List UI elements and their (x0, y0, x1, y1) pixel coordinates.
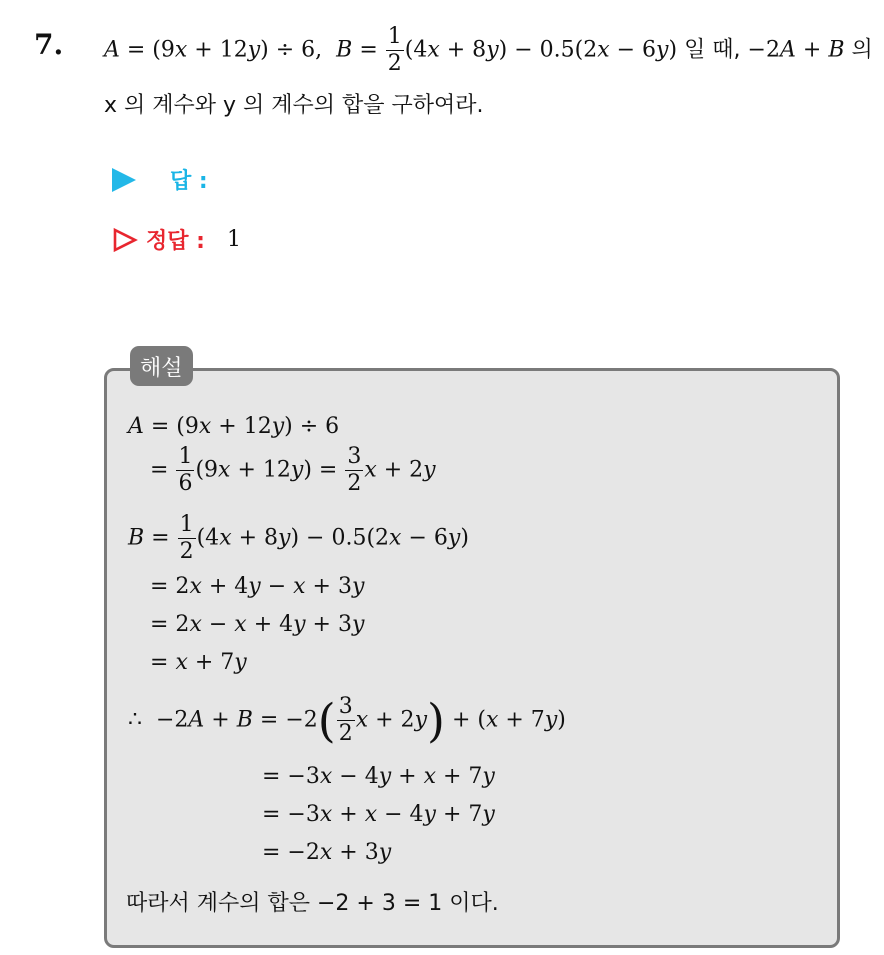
solution-step-c1: ∴ −2A + B = −2( $\frac{3}{2}$ x + 2y) + (x + 7y) (128, 693, 566, 748)
solution-step-c4: = −2x + 3y (262, 840, 392, 865)
solution-step-b2: = 2x + 4y − x + 3y (150, 574, 365, 599)
outline-triangle-icon (112, 227, 138, 253)
solution-conclusion: 따라서 계수의 합은 −2 + 3 = 1 이다. (126, 891, 499, 916)
solution-tag: 해설 (130, 346, 193, 386)
answer-label: 답 : (170, 169, 208, 194)
question-line-1: A = (9x + 12y) ÷ 6, B = $\frac{1}{2}$ (4x + 8y) − 0.5(2x − 6y) 일 때, −2A + B 의 (104, 24, 873, 76)
correct-value: 1 (226, 227, 241, 252)
solution-step-c2: = −3x − 4y + x + 7y (262, 764, 495, 789)
correct-row (112, 224, 241, 255)
solution-step-b1: B = $\frac{1}{2}$ (4x + 8y) − 0.5(2x − 6y) (128, 512, 469, 564)
solution-step-a2: = $\frac{1}{6}$ (9x + 12y) = $\frac{3}{2}$ x + 2y (150, 444, 436, 496)
solution-step-b4: = x + 7y (150, 650, 247, 675)
solution-step-c3: = −3x + x − 4y + 7y (262, 802, 495, 827)
question-number: 7. (34, 28, 64, 61)
question-line-2: x 의 계수와 y 의 계수의 합을 구하여라. (104, 93, 484, 118)
correct-label: 정답 : (146, 229, 205, 254)
solution-step-b3: = 2x − x + 4y + 3y (150, 612, 365, 637)
play-triangle-icon (112, 168, 136, 192)
solution-step-a1: A = (9x + 12y) ÷ 6 (128, 414, 340, 439)
answer-row (112, 164, 208, 195)
